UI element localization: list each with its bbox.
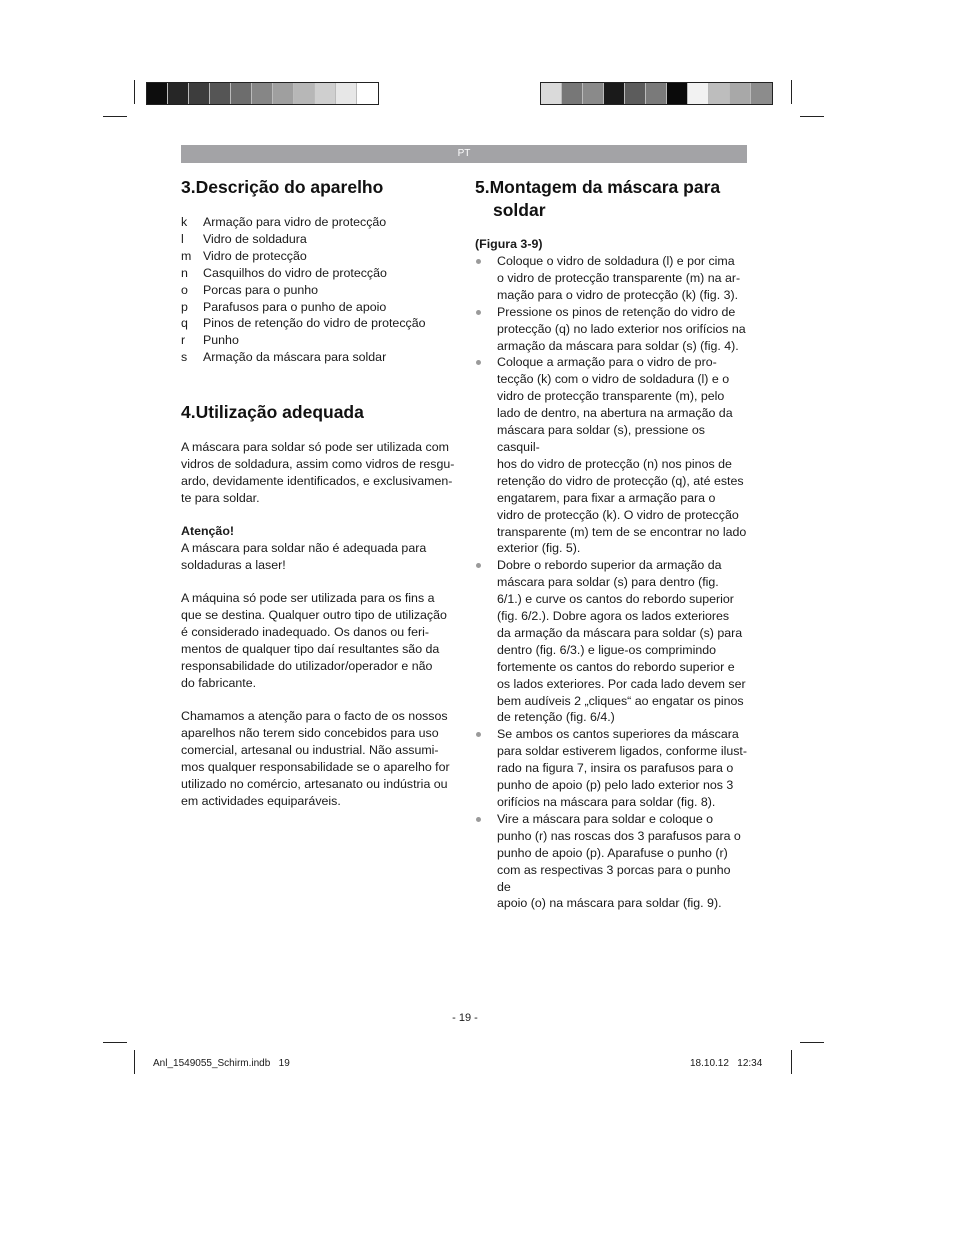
assembly-steps-list (475, 253, 747, 912)
parts-list-item (181, 214, 426, 231)
text-line: A máscara para soldar não é adequada para (181, 540, 427, 555)
text-line: aparelhos não terem sido concebidos para uso (181, 725, 439, 740)
attention-block (181, 523, 426, 574)
text-line: de retenção (fig. 6/4.) (497, 710, 615, 725)
color-swatch (357, 83, 378, 104)
section-number: 5. (475, 177, 490, 197)
text-line: comercial, artesanal ou industrial. Não assumi- (181, 742, 439, 757)
text-line: vidros de soldadura, assim como vidros de resgu- (181, 456, 455, 471)
color-swatch (336, 83, 357, 104)
text-line: mação para o vidro de protecção (k) (fig. 3). (497, 287, 739, 302)
text-line: Pressione os pinos de retenção do vidro de (497, 304, 736, 319)
parts-list-item (181, 299, 426, 316)
crop-mark (103, 116, 127, 117)
text-line: em actividades equiparáveis. (181, 793, 341, 808)
assembly-step (475, 354, 747, 557)
color-swatch (168, 83, 189, 104)
text-line: retenção do vidro de protecção (q), até estes (497, 473, 744, 488)
text-line: que se destina. Qualquer outro tipo de utilização (181, 607, 447, 622)
text-line: vidro de protecção (k). O vidro de protecção (497, 507, 739, 522)
section-title: Descrição do aparelho (195, 177, 384, 197)
section-5-heading (475, 176, 720, 222)
color-swatch (315, 83, 336, 104)
bullet-icon (476, 563, 481, 568)
print-date-time: 18.10.12 12:34 (690, 1058, 763, 1069)
part-key: s (181, 350, 188, 365)
bullet-icon (476, 360, 481, 365)
text-line: com as respectivas 3 porcas para o punho de (497, 862, 731, 894)
section-3-heading (181, 176, 383, 199)
color-bar-left (146, 82, 379, 105)
color-swatch (709, 83, 730, 104)
text-line: engatarem, para fixar a armação para o (497, 490, 716, 505)
part-label: Punho (203, 333, 239, 348)
crop-mark (800, 1042, 824, 1043)
color-swatch (273, 83, 294, 104)
text-line: dentro (fig. 6/3.) e ligue-os comprimindo (497, 642, 717, 657)
text-line: os lados exteriores. Por cada lado devem ser (497, 676, 746, 691)
assembly-step (475, 557, 747, 726)
text-line: é considerado inadequado. Os danos ou feri- (181, 624, 429, 639)
parts-list-item (181, 315, 426, 332)
crop-mark (103, 1042, 127, 1043)
color-swatch (667, 83, 688, 104)
color-swatch (583, 83, 604, 104)
color-swatch (189, 83, 210, 104)
text-line: Coloque a armação para o vidro de pro- (497, 355, 717, 370)
page-number: - 19 - (452, 1012, 478, 1024)
text-line: responsabilidade do utilizador/operador e não (181, 658, 433, 673)
part-key: k (181, 215, 188, 229)
text-line: orifícios na máscara para soldar (fig. 8). (497, 795, 716, 809)
commercial-use-paragraph (181, 708, 450, 809)
text-line: armação da máscara para soldar (s) (fig. 4). (497, 338, 739, 353)
color-swatch (231, 83, 252, 104)
crop-mark (791, 1050, 792, 1074)
text-line: hos do vidro de protecção (n) nos pinos de (497, 456, 732, 471)
text-line: tecção (k) com o vidro de soldadura (l) e o (497, 372, 730, 387)
color-swatch (646, 83, 667, 104)
color-swatch (562, 83, 583, 104)
text-line: Se ambos os cantos superiores da máscara (497, 727, 739, 742)
text-line: ardo, devidamente identificados, e exclusivamen- (181, 473, 453, 488)
assembly-step (475, 304, 747, 355)
text-line: soldaduras a laser! (181, 557, 286, 572)
text-line: A máscara para soldar só pode ser utilizada com (181, 440, 449, 454)
part-key: p (181, 299, 188, 314)
part-label: Pinos de retenção do vidro de protecção (203, 316, 426, 331)
text-line: Coloque o vidro de soldadura (l) e por cima (497, 254, 735, 268)
part-label: Vidro de soldadura (203, 231, 307, 246)
text-line: mos qualquer responsabilidade se o aparelho for (181, 759, 450, 774)
bullet-icon (476, 310, 481, 315)
text-line: transparente (m) tem de se encontrar no lado (497, 524, 747, 539)
text-line: vidro de protecção transparente (m), pelo (497, 389, 725, 404)
part-label: Vidro de protecção (203, 248, 307, 263)
text-line: da armação da máscara para soldar (s) para (497, 625, 743, 640)
assembly-step (475, 253, 747, 304)
text-line: mentos de qualquer tipo daí resultantes são da (181, 641, 440, 656)
part-label: Armação para vidro de protecção (203, 215, 387, 229)
part-key: n (181, 265, 188, 280)
part-label: Porcas para o punho (203, 282, 319, 297)
language-label: PT (457, 148, 471, 159)
text-line: máscara para soldar (s), pressione os casquil- (497, 423, 705, 454)
text-line: máscara para soldar (s) para dentro (fig. (497, 575, 719, 590)
part-label: Parafusos para o punho de apoio (203, 299, 387, 314)
language-band (181, 145, 747, 163)
section-4-heading (181, 401, 364, 424)
text-line: utilizado no comércio, artesanato ou indústria ou (181, 776, 448, 791)
assembly-step (475, 726, 747, 811)
figure-reference: (Figura 3-9) (475, 237, 543, 251)
parts-list-item (181, 248, 426, 265)
color-swatch (688, 83, 709, 104)
text-line: exterior (fig. 5). (497, 541, 581, 556)
color-swatch (625, 83, 646, 104)
text-line: Chamamos a atenção para o facto de os nossos (181, 709, 448, 723)
text-line: Vire a máscara para soldar e coloque o (497, 811, 714, 826)
text-line: do fabricante. (181, 675, 257, 690)
bullet-icon (476, 817, 481, 822)
parts-list-item (181, 349, 426, 366)
text-line: rado na figura 7, insira os parafusos para o (497, 761, 734, 776)
text-line: 6/1.) e curve os cantos do rebordo superior (497, 592, 734, 607)
text-line: apoio (o) na máscara para soldar (fig. 9). (497, 896, 722, 911)
crop-mark (134, 80, 135, 104)
text-line: punho (r) nas roscas dos 3 parafusos para o (497, 828, 741, 843)
text-line: (fig. 6/2.). Dobre agora os lados exteriores (497, 609, 730, 624)
color-swatch (294, 83, 315, 104)
color-swatch (730, 83, 751, 104)
color-swatch (541, 83, 562, 104)
part-key: m (181, 248, 192, 263)
color-swatch (147, 83, 168, 104)
text-line: o vidro de protecção transparente (m) na ar- (497, 270, 741, 285)
part-key: q (181, 316, 188, 331)
parts-list-item (181, 265, 426, 282)
parts-list-item (181, 282, 426, 299)
text-line: Dobre o rebordo superior da armação da (497, 558, 722, 573)
part-key: r (181, 333, 186, 348)
part-label: Casquilhos do vidro de protecção (203, 265, 387, 280)
part-key: l (181, 231, 184, 246)
text-line: bem audíveis 2 „cliques“ ao engatar os pinos (497, 693, 744, 708)
crop-mark (791, 80, 792, 104)
color-swatch (252, 83, 273, 104)
print-file-name: Anl_1549055_Schirm.indb 19 (153, 1058, 290, 1069)
color-bar-right (540, 82, 773, 105)
text-line: para soldar estiverem ligados, conforme ilust- (497, 744, 747, 759)
section-title-line-2: soldar (493, 200, 546, 220)
assembly-step (475, 811, 747, 912)
part-label: Armação da máscara para soldar (203, 350, 387, 365)
text-line: punho de apoio (p). Aparafuse o punho (r) (497, 845, 728, 860)
bullet-icon (476, 732, 481, 737)
text-line: lado de dentro, na abertura na armação da (497, 406, 733, 421)
usage-restrictions-paragraph (181, 590, 447, 691)
part-key: o (181, 282, 188, 297)
text-line: te para soldar. (181, 490, 260, 505)
parts-list-item (181, 332, 426, 349)
color-swatch (751, 83, 772, 104)
color-swatch (210, 83, 231, 104)
text-line: fortemente os cantos do rebordo superior e (497, 659, 735, 674)
parts-list-item (181, 231, 426, 248)
text-line: protecção (q) no lado exterior nos orifícios na (497, 321, 746, 336)
crop-mark (800, 116, 824, 117)
section-number: 3. (181, 177, 196, 197)
intended-use-paragraph (181, 439, 454, 507)
parts-list (181, 214, 426, 366)
text-line: A máquina só pode ser utilizada para os fins a (181, 591, 435, 605)
section-title: Utilização adequada (195, 402, 364, 422)
attention-label: Atenção! (181, 524, 235, 538)
text-line: punho de apoio (p) pelo lado exterior nos 3 (497, 778, 734, 793)
color-swatch (604, 83, 625, 104)
section-number: 4. (181, 402, 196, 422)
bullet-icon (476, 259, 481, 264)
section-title-line-1: Montagem da máscara para (489, 177, 721, 197)
crop-mark (134, 1050, 135, 1074)
